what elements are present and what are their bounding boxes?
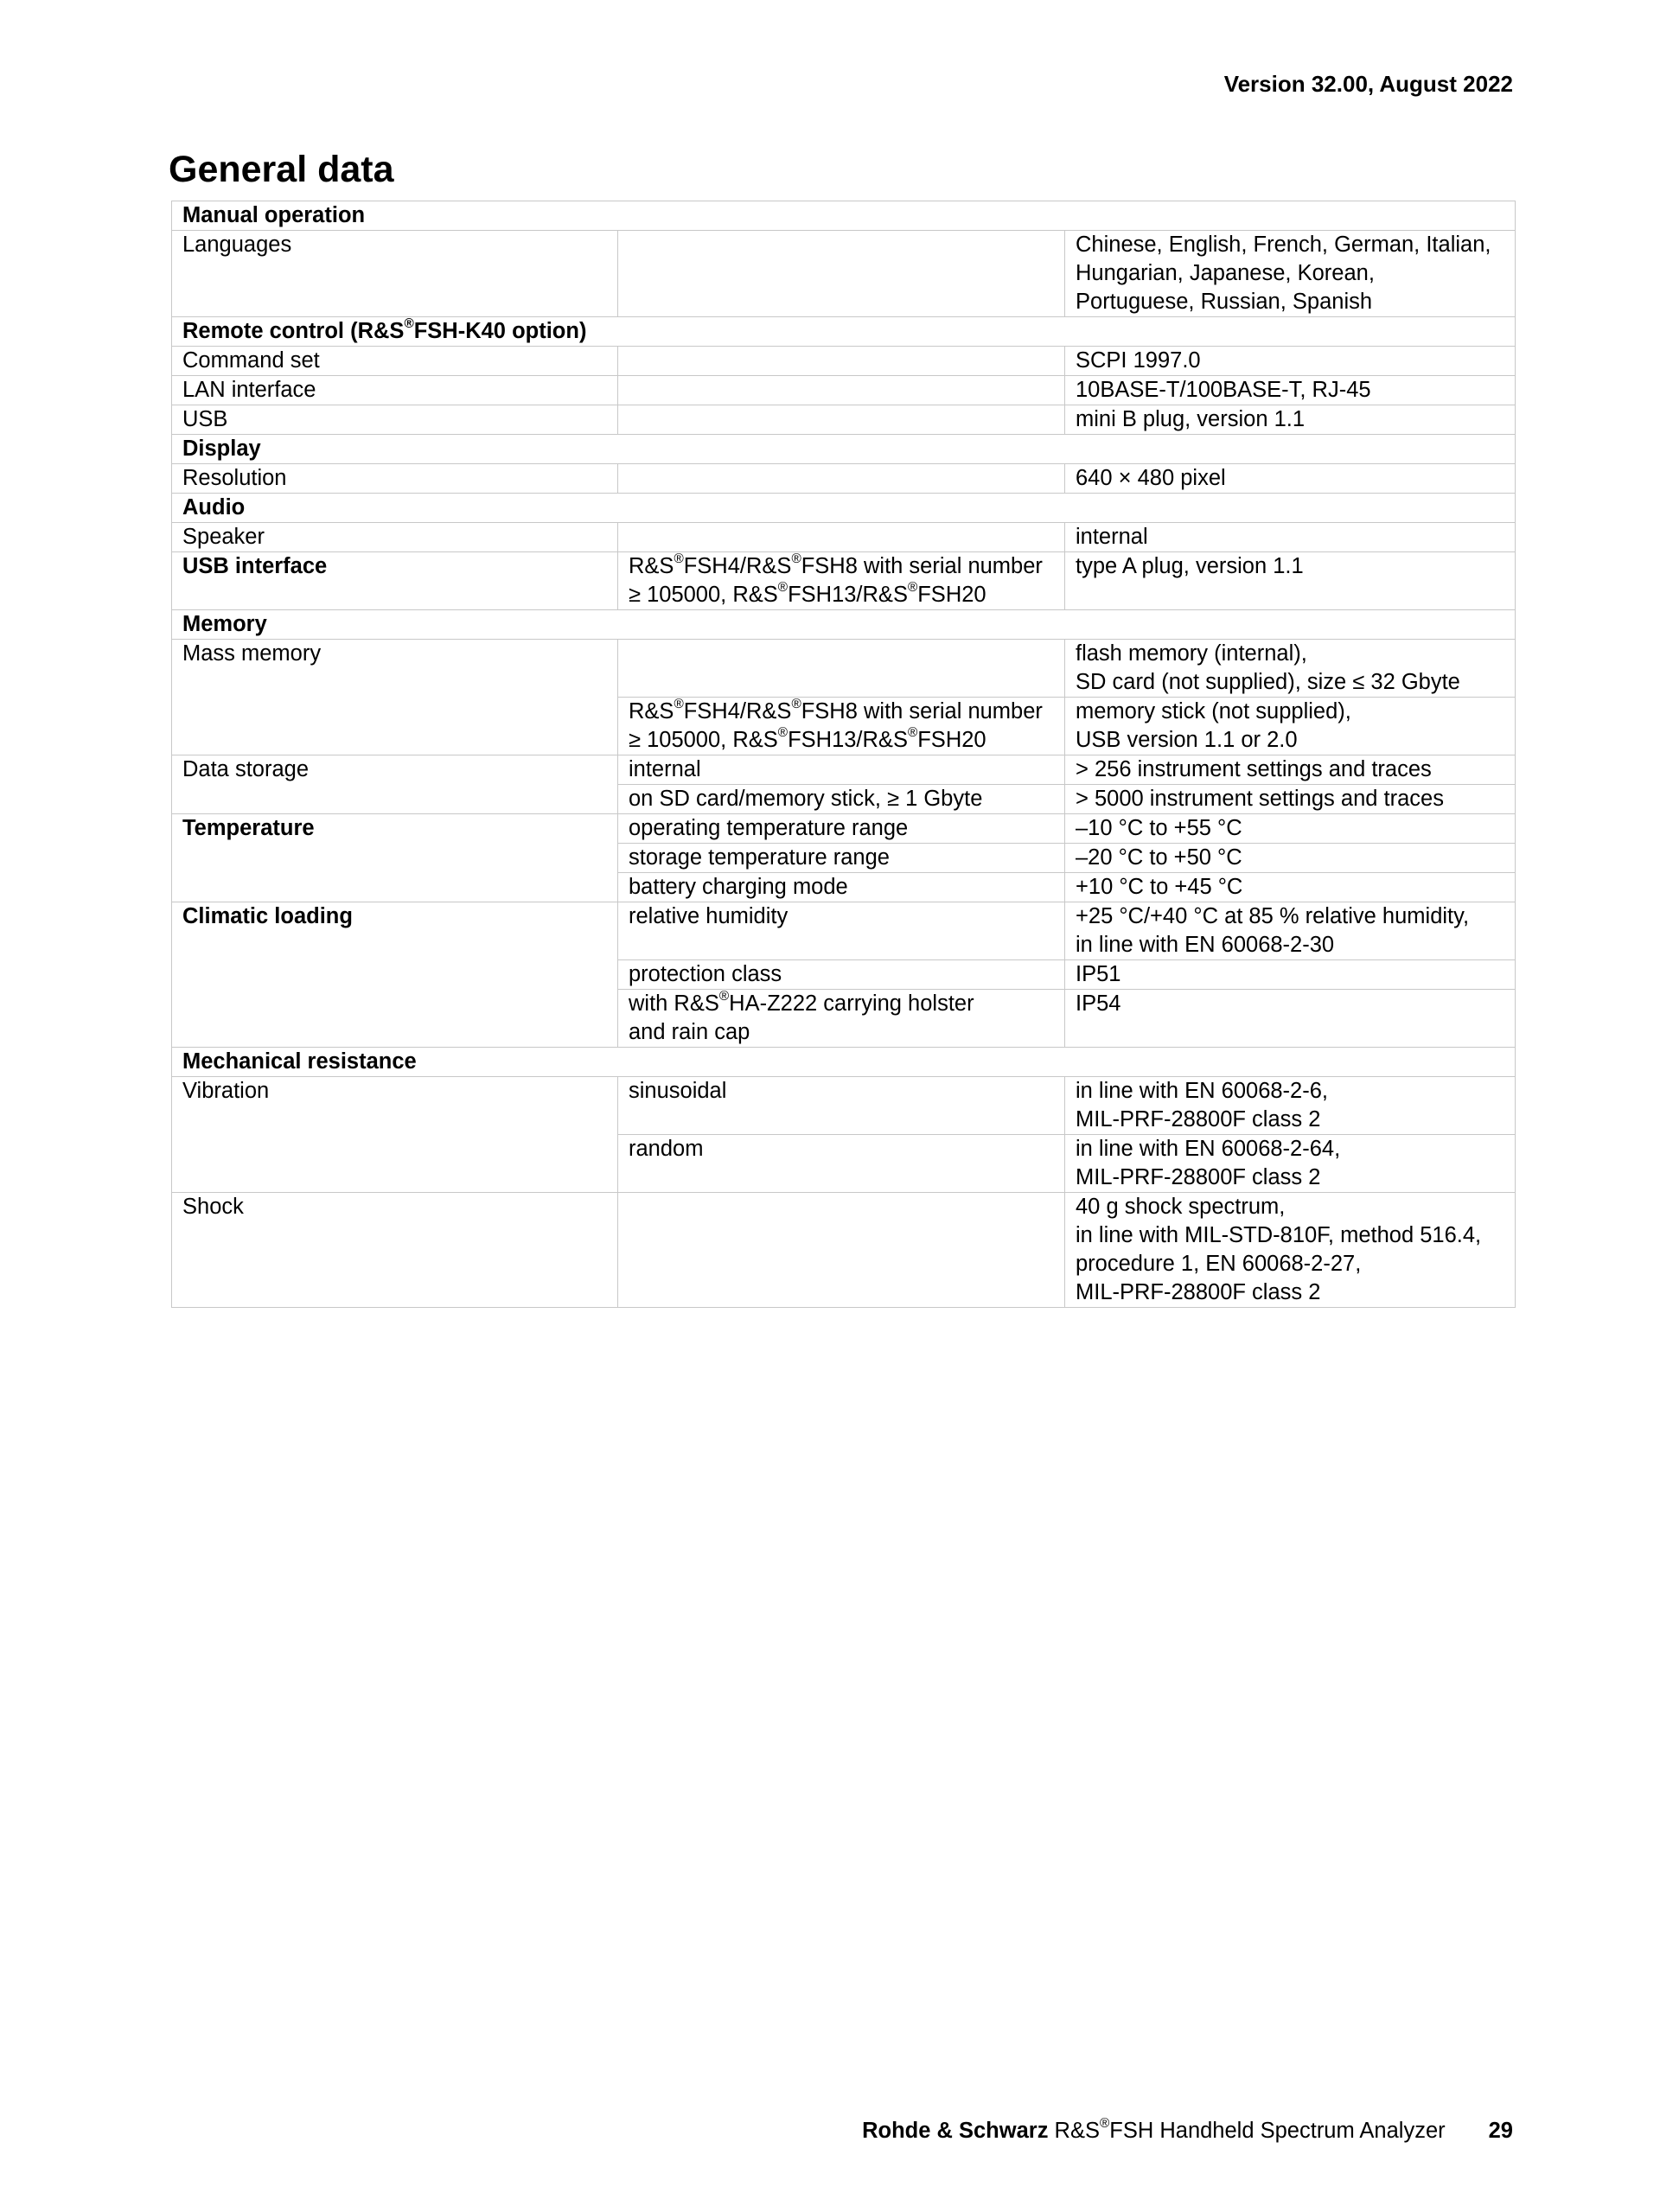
row-value: in line with EN 60068-2-64, MIL-PRF-28800F class 2: [1065, 1135, 1516, 1193]
section-row: [172, 1048, 1516, 1077]
section-row: [172, 201, 1516, 231]
row-label: Shock: [172, 1193, 618, 1308]
page-number: 29: [1488, 2119, 1513, 2143]
section-heading: Audio: [172, 494, 1516, 523]
row-label: Command set: [172, 347, 618, 376]
row-condition: R&S®FSH4/R&S®FSH8 with serial number ≥ 105000, R&S®FSH13/R&S®FSH20: [618, 552, 1065, 610]
table-row: [172, 464, 1516, 494]
table-row: [172, 347, 1516, 376]
section-heading: Temperature: [172, 814, 618, 902]
section-heading: Memory: [172, 610, 1516, 640]
row-value: in line with EN 60068-2-6, MIL-PRF-28800F class 2: [1065, 1077, 1516, 1135]
section-heading: Climatic loading: [172, 902, 618, 1048]
row-condition: [618, 640, 1065, 698]
row-condition: [618, 231, 1065, 317]
table-row: [172, 1193, 1516, 1308]
row-condition: relative humidity: [618, 902, 1065, 960]
footer-company: Rohde & Schwarz: [862, 2119, 1049, 2143]
row-value: IP54: [1065, 990, 1516, 1048]
row-value: type A plug, version 1.1: [1065, 552, 1516, 610]
row-value: 10BASE-T/100BASE-T, RJ-45: [1065, 376, 1516, 405]
row-condition: on SD card/memory stick, ≥ 1 Gbyte: [618, 785, 1065, 814]
table-row: [172, 902, 1516, 960]
page-title: General data: [169, 149, 394, 190]
row-label: Languages: [172, 231, 618, 317]
row-value: +10 °C to +45 °C: [1065, 873, 1516, 902]
footer-product: FSH Handheld Spectrum Analyzer: [1109, 2119, 1446, 2143]
section-row: [172, 610, 1516, 640]
section-heading: Manual operation: [172, 201, 1516, 231]
row-label: Mass memory: [172, 640, 618, 755]
row-value: IP51: [1065, 960, 1516, 990]
row-value: internal: [1065, 523, 1516, 552]
row-value: > 5000 instrument settings and traces: [1065, 785, 1516, 814]
table-row: [172, 405, 1516, 435]
row-condition: [618, 347, 1065, 376]
row-condition: random: [618, 1135, 1065, 1193]
row-label: USB: [172, 405, 618, 435]
row-condition: sinusoidal: [618, 1077, 1065, 1135]
table-row: [172, 552, 1516, 610]
row-label: Speaker: [172, 523, 618, 552]
spec-table: [171, 201, 1516, 1308]
row-condition: operating temperature range: [618, 814, 1065, 844]
section-heading: Mechanical resistance: [172, 1048, 1516, 1077]
section-heading: USB interface: [172, 552, 618, 610]
row-label: Vibration: [172, 1077, 618, 1193]
table-row: [172, 376, 1516, 405]
row-value: flash memory (internal), SD card (not supplied), size ≤ 32 Gbyte: [1065, 640, 1516, 698]
section-heading: Remote control (R&S®FSH-K40 option): [172, 317, 1516, 347]
row-value: +25 °C/+40 °C at 85 % relative humidity, in line with EN 60068-2-30: [1065, 902, 1516, 960]
row-value: 40 g shock spectrum, in line with MIL-STD-810F, method 516.4, procedure 1, EN 60068-2-27, MIL-PRF-28800F class 2: [1065, 1193, 1516, 1308]
row-value: SCPI 1997.0: [1065, 347, 1516, 376]
row-condition: [618, 523, 1065, 552]
row-condition: with R&S®HA-Z222 carrying holster and rain cap: [618, 990, 1065, 1048]
row-value: mini B plug, version 1.1: [1065, 405, 1516, 435]
section-row: [172, 494, 1516, 523]
page-footer: Rohde & Schwarz R&S®FSH Handheld Spectrum Analyzer 29: [862, 2115, 1513, 2143]
row-value: Chinese, English, French, German, Italian, Hungarian, Japanese, Korean, Portuguese, Russian, Spanish: [1065, 231, 1516, 317]
row-label: Resolution: [172, 464, 618, 494]
row-value: –20 °C to +50 °C: [1065, 844, 1516, 873]
version-header: Version 32.00, August 2022: [1223, 71, 1513, 97]
section-row: [172, 317, 1516, 347]
row-value: > 256 instrument settings and traces: [1065, 755, 1516, 785]
row-condition: battery charging mode: [618, 873, 1065, 902]
row-label: Data storage: [172, 755, 618, 814]
table-row: [172, 640, 1516, 698]
table-row: [172, 523, 1516, 552]
row-condition: [618, 376, 1065, 405]
table-row: [172, 1077, 1516, 1135]
row-condition: internal: [618, 755, 1065, 785]
row-condition: [618, 405, 1065, 435]
row-value: 640 × 480 pixel: [1065, 464, 1516, 494]
row-condition: protection class: [618, 960, 1065, 990]
row-condition: [618, 464, 1065, 494]
table-row: [172, 814, 1516, 844]
row-condition: R&S®FSH4/R&S®FSH8 with serial number ≥ 105000, R&S®FSH13/R&S®FSH20: [618, 698, 1065, 755]
section-row: [172, 435, 1516, 464]
row-value: memory stick (not supplied), USB version 1.1 or 2.0: [1065, 698, 1516, 755]
table-row: [172, 231, 1516, 317]
table-row: [172, 755, 1516, 785]
row-condition: storage temperature range: [618, 844, 1065, 873]
row-label: LAN interface: [172, 376, 618, 405]
row-value: –10 °C to +55 °C: [1065, 814, 1516, 844]
section-heading: Display: [172, 435, 1516, 464]
row-condition: [618, 1193, 1065, 1308]
